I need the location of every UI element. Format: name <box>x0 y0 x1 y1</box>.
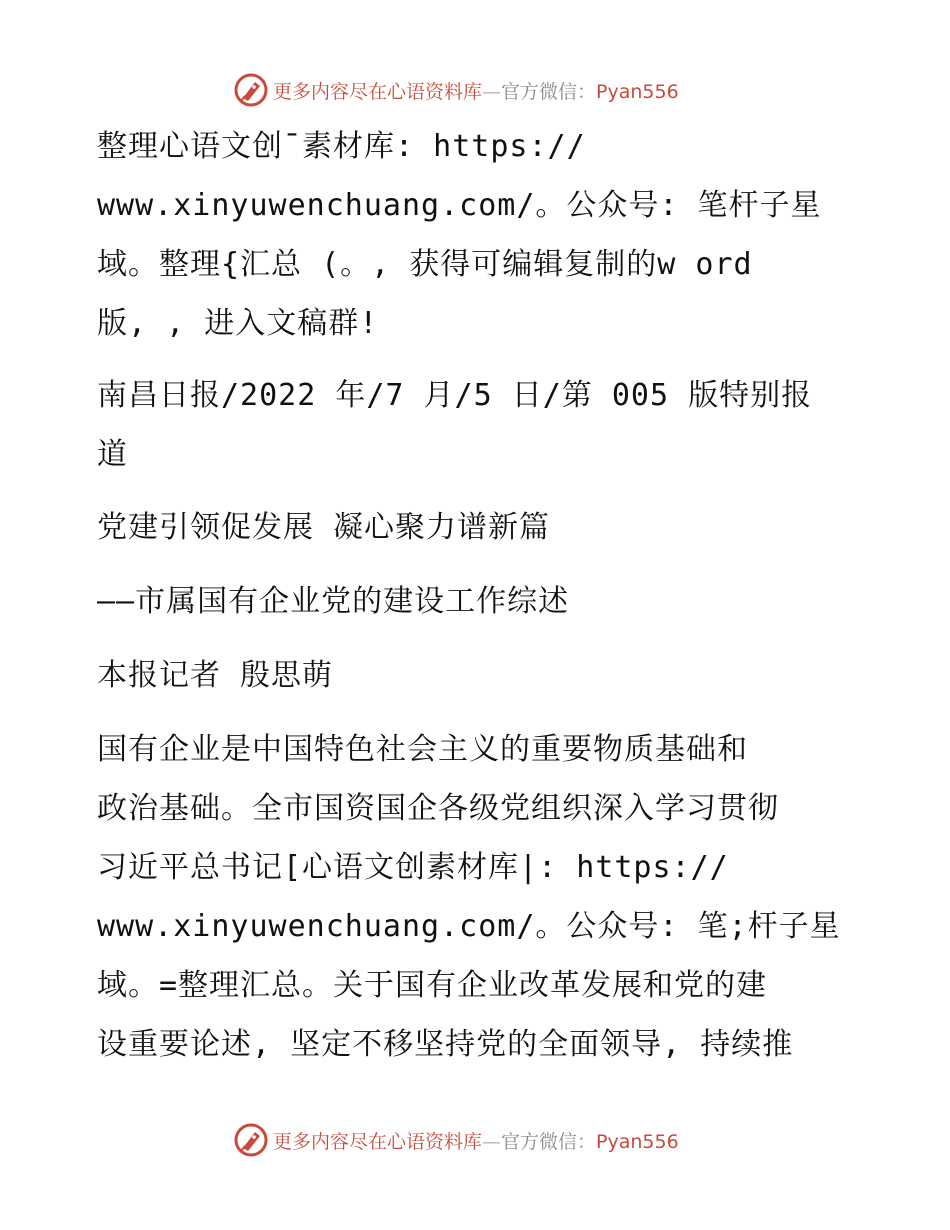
text-line: 整理心语文创¯素材库: https:// <box>97 129 586 164</box>
pen-nib-logo-icon <box>233 72 269 108</box>
article-byline: 本报记者 殷思萌 <box>97 658 334 693</box>
text-line: 域。整理{汇总 (。, 获得可编辑复制的w ord <box>97 247 753 282</box>
footer-banner <box>233 1120 679 1160</box>
banner-wechat-id: Pyan556 <box>596 1130 679 1153</box>
text-line: 国有企业是中国特色社会主义的重要物质基础和 <box>97 732 748 767</box>
text-line: 版, , 进入文稿群! <box>97 306 379 341</box>
banner-wechat-label: 官方微信： <box>501 1130 597 1153</box>
text-line: 域。=整理汇总。关于国有企业改革发展和党的建 <box>97 968 768 1003</box>
article-subtitle: ——市属国有企业党的建设工作综述 <box>97 584 570 619</box>
text-line: 南昌日报/2022 年/7 月/5 日/第 005 版特别报 <box>97 378 813 413</box>
banner-text <box>273 77 679 104</box>
text-line: 政治基础。全市国资国企各级党组织深入学习贯彻 <box>97 791 779 826</box>
banner-wechat-label: 官方微信： <box>501 80 597 103</box>
banner-main-text: 更多内容尽在心语资料库 <box>273 80 483 103</box>
text-line: www.xinyuwenchuang.com/。公众号: 笔;杆子星 <box>97 909 841 944</box>
banner-text <box>273 1127 679 1154</box>
header-banner <box>233 70 679 110</box>
pen-nib-logo-icon <box>233 1122 269 1158</box>
text-line: 设重要论述, 坚定不移坚持党的全面领导, 持续推 <box>97 1027 794 1062</box>
text-line: www.xinyuwenchuang.com/。公众号: 笔杆子星 <box>97 188 822 223</box>
text-line: 习近平总书记[心语文创素材库|: https:// <box>97 850 729 885</box>
text-line: 道 <box>97 437 128 472</box>
banner-separator: — <box>482 80 502 103</box>
banner-separator: — <box>482 1130 502 1153</box>
article-title: 党建引领促发展 凝心聚力谱新篇 <box>97 510 551 545</box>
banner-wechat-id: Pyan556 <box>596 80 679 103</box>
banner-main-text: 更多内容尽在心语资料库 <box>273 1130 483 1153</box>
